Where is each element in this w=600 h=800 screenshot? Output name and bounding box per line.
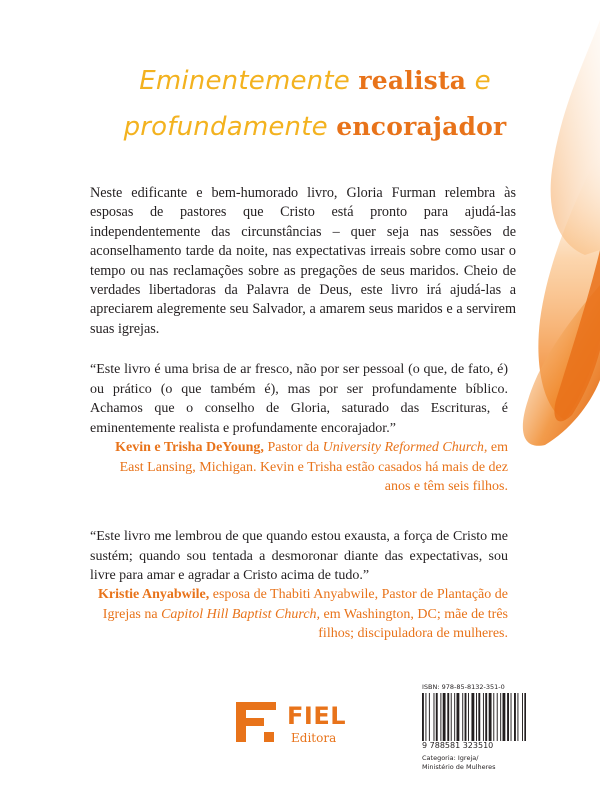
headline-emphasis: realista <box>358 66 467 95</box>
endorsement-quote: “Este livro me lembrou de que quando estou exausta, a força de Cristo me sustém; quando sou tentada a desmoronar diante das expectativas, sou livre para amar e agradar a Cristo acima de tudo.” <box>90 529 508 583</box>
endorser-name: Kevin e Trisha DeYoung, <box>115 440 264 455</box>
endorser-church: University Reformed Church, <box>322 440 488 455</box>
endorser-name: Kristie Anyabwile, <box>98 587 210 602</box>
isbn-block <box>418 683 528 776</box>
category-line: Ministério de Mulheres <box>422 762 496 771</box>
book-description: Neste edificante e bem-humorado livro, Gloria Furman relembra às esposas de pastores que Cristo está pronto para ajudá-las independentemente das circunstâncias – quer seja nas sessões de aconselhamento tarde da noite, nas expectativas irreais sobre como usar o tempo ou nas reclamações sobre as pregações de seus maridos. Cheio de verdades libertadoras da Palavra de Deus, este livro irá ajudá-las a apreciarem alegremente seu Salvador, a amarem seus maridos e a servirem suas igrejas. <box>90 185 516 337</box>
endorsement-attribution <box>90 585 508 644</box>
publisher-logo <box>236 700 366 748</box>
barcode-digits: 9 788581 323510 <box>422 741 494 750</box>
fiel-logo-icon <box>236 702 282 746</box>
endorser-church: Capitol Hill Baptist Church, <box>161 606 321 622</box>
endorser-details: em East Lansing, Michigan. Kevin e Trisha estão casados há mais de dez anos e têm seis filhos. <box>119 440 508 494</box>
isbn-label: ISBN: 978-85-8132-351-0 <box>422 683 505 691</box>
headline-line-1 <box>80 58 550 104</box>
endorser-role: Pastor da <box>263 440 323 455</box>
headline-word: Eminentemente <box>139 66 350 96</box>
headline <box>80 58 550 150</box>
headline-line-2 <box>80 104 550 150</box>
headline-emphasis: encorajador <box>336 112 507 141</box>
publisher-subtitle: Editora <box>291 731 337 745</box>
category-line: Categoria: Igreja/ <box>422 754 479 762</box>
publisher-name: FIEL <box>287 702 347 730</box>
headline-word: e <box>474 66 491 96</box>
endorser-role: esposa de Thabiti Anyabwile, Pastor de Plantação de Igrejas na <box>102 587 508 622</box>
category-label <box>422 754 496 771</box>
endorsement-quote: “Este livro é uma brisa de ar fresco, não por ser pessoal (o que, de fato, é) ou prático (o que também é), mas por ser profundamente bíblico. Achamos que o conselho de Gloria, saturado das Escrituras, é eminentemente realista e profundamente encorajador.” <box>90 362 508 436</box>
headline-word: profundamente <box>123 112 328 142</box>
endorser-details: em Washington, DC; mãe de três filhos; discipuladora de mulheres. <box>318 606 508 641</box>
barcode-image <box>422 693 526 741</box>
endorsement-attribution <box>110 438 508 497</box>
